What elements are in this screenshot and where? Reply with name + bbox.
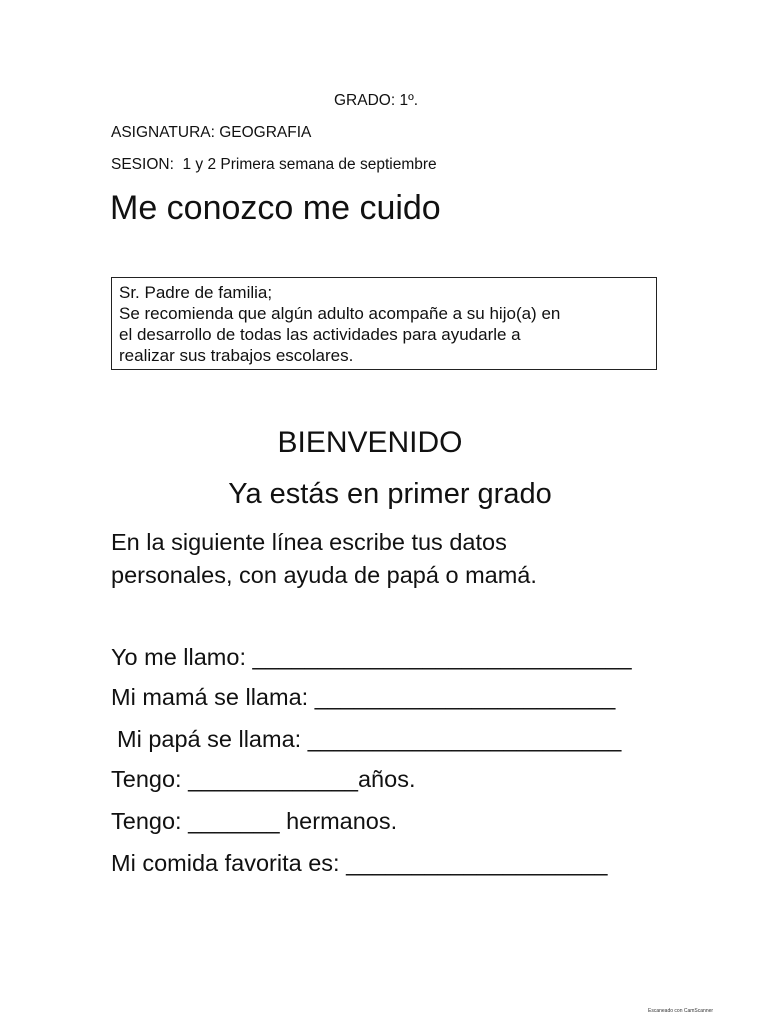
session-label: SESION: 1 y 2 Primera semana de septiembre	[111, 156, 437, 173]
welcome-heading: BIENVENIDO	[277, 426, 463, 459]
siblings-field[interactable]: Tengo: _______ hermanos.	[111, 808, 398, 834]
notice-line: realizar sus trabajos escolares.	[119, 346, 354, 365]
scanner-watermark: Escaneado con CamScanner	[648, 1008, 714, 1014]
notice-line: Sr. Padre de familia;	[119, 283, 273, 302]
welcome-subtitle: Ya estás en primer grado	[228, 478, 552, 510]
age-field[interactable]: Tengo: _____________años.	[111, 766, 416, 792]
father-name-field[interactable]: Mi papá se llama: ________________________	[117, 726, 622, 752]
grade-label: GRADO: 1º.	[334, 92, 419, 109]
notice-line: el desarrollo de todas las actividades para ayudarle a	[119, 325, 521, 344]
parent-notice-box	[111, 277, 657, 370]
instructions-line: personales, con ayuda de papá o mamá.	[111, 562, 537, 588]
notice-line: Se recomienda que algún adulto acompañe a su hijo(a) en	[119, 304, 561, 323]
instructions-line: En la siguiente línea escribe tus datos	[111, 529, 507, 555]
favorite-food-field[interactable]: Mi comida favorita es: ____________________	[111, 850, 608, 876]
name-field[interactable]: Yo me llamo: _____________________________	[111, 644, 632, 670]
page-title: Me conozco me cuido	[110, 189, 441, 227]
mother-name-field[interactable]: Mi mamá se llama: _______________________	[111, 684, 616, 710]
subject-label: ASIGNATURA: GEOGRAFIA	[111, 124, 312, 141]
